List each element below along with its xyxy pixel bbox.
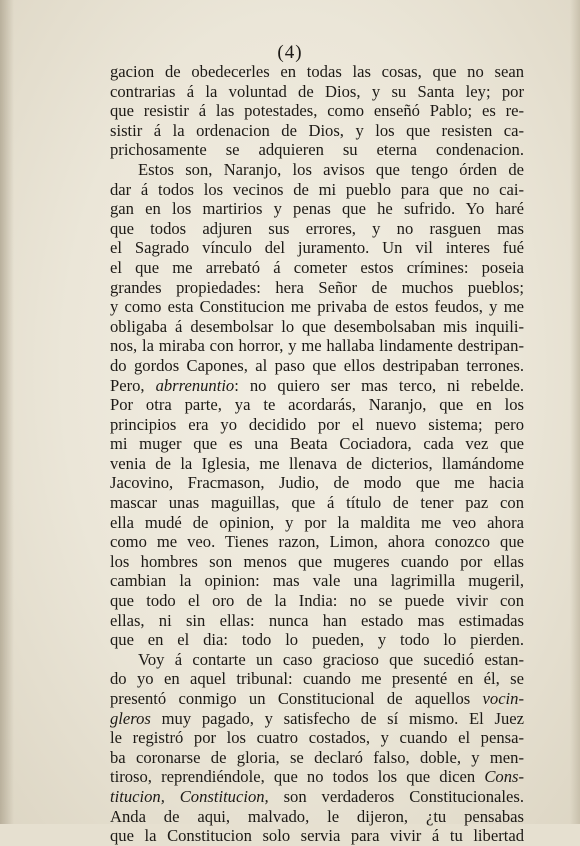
text-line: Voy á contarte un caso gracioso que sucedió estan- [138, 649, 524, 669]
text-line [110, 376, 524, 396]
text-line: que todos adjuren sus errores, y no rasguen mas [110, 218, 524, 238]
text-line-part: Pero, [110, 375, 156, 395]
text-line: nos, la miraba con horror, y me hallaba lindamente destripan- [110, 336, 524, 356]
text-line [110, 709, 524, 729]
text-line: mi muger que es una Beata Cociadora, cada vez que [110, 434, 524, 454]
text-line: contrarias á la voluntad de Dios, y su Santa ley; por [110, 81, 524, 101]
text-line: sistir á la ordenacion de Dios, y los que resisten ca- [110, 120, 524, 140]
italic-phrase: gleros [110, 708, 151, 728]
text-line: ellas, ni sin ellas: nunca han estado mas estimadas [110, 610, 524, 630]
text-line: mascar unas maguillas, que á título de tener paz con [110, 493, 524, 513]
text-line-part: muy pagado, y satisfecho de sí mismo. El Juez [150, 708, 524, 728]
text-line: ella mudé de opinion, y por la maldita me veo ahora [110, 512, 524, 532]
text-line-part: son verdaderos Constitucionales. [268, 786, 524, 806]
text-line [110, 689, 524, 709]
text-line: Jacovino, Fracmason, Judio, de modo que me hacia [110, 473, 524, 493]
page-number: (4) [277, 42, 303, 63]
text-line: gan en los martirios y penas que he sufrido. Yo haré [110, 199, 524, 219]
page-edge-shadow-left [0, 0, 14, 824]
text-line: que en el dia: todo lo pueden, y todo lo pierden. [110, 630, 524, 650]
italic-phrase: vocin- [482, 689, 524, 708]
body-text [110, 62, 524, 846]
text-line: obligaba á desembolsar lo que desembolsaban mis inquili- [110, 316, 524, 336]
text-line-part: tiroso, reprendiéndole, que no todos los que dicen [110, 767, 485, 787]
text-line: do gordos Capones, al paso que ellos destripaban terrones. [110, 355, 524, 375]
text-line: prichosamente se adquieren su eterna condenacion. [110, 140, 524, 160]
text-line: que resistir á las potestades, como enseñó Pablo; es re- [110, 101, 524, 121]
text-line: Estos son, Naranjo, los avisos que tengo órden de [138, 159, 524, 179]
text-line [110, 787, 524, 807]
text-line: Anda de aqui, malvado, le dijeron, ¿tu pensabas [110, 806, 524, 826]
text-line: los hombres son menos que mugeres cuando por ellas [110, 551, 524, 571]
text-line: gacion de obedecerles en todas las cosas, que no sean [110, 62, 524, 81]
text-line: que todo el oro de la India: no se puede vivir con [110, 591, 524, 611]
text-line-part: : no quiero ser mas terco, ni rebelde. [234, 375, 525, 395]
text-line: principios era yo decidido por el nuevo sistema; pero [110, 414, 524, 434]
text-line: el Sagrado vínculo del juramento. Un vil interes fué [110, 238, 524, 258]
italic-phrase: abrrenuntio [155, 375, 235, 395]
text-line-part: presentó conmigo un Constitucional de aquellos [110, 689, 483, 708]
text-line: grandes propiedades: hera Señor de muchos pueblos; [110, 277, 524, 297]
text-line: dar á todos los vecinos de mi pueblo para que no cai- [110, 179, 524, 199]
text-line: ba coronarse de gloria, se declaró falso, doble, y men- [110, 747, 524, 767]
text-line: venia de la Iglesia, me llenava de dicterios, llamándome [110, 453, 524, 473]
text-line: Por otra parte, ya te acordarás, Naranjo, que en los [110, 395, 524, 415]
text-line: cambian la opinion: mas vale una lagrimilla mugeril, [110, 571, 524, 591]
text-line: el que me arrebató á cometer estos crímines: poseia [110, 257, 524, 277]
text-line: y como esta Constitucion me privaba de estos feudos, y me [110, 297, 524, 317]
italic-phrase: titucion, Constitucion, [110, 786, 269, 806]
text-line: como me veo. Tienes razon, Limon, ahora conozco que [110, 532, 524, 552]
text-line: do yo en aquel tribunal: cuando me presenté en él, se [110, 669, 524, 689]
text-line: que la Constitucion solo servia para vivir á tu libertad [110, 826, 524, 846]
italic-phrase: Cons- [484, 767, 524, 787]
text-line: le registró por los cuatro costados, y cuando el pensa- [110, 728, 524, 748]
page-edge-shadow-right [570, 0, 580, 824]
text-line [110, 767, 524, 787]
